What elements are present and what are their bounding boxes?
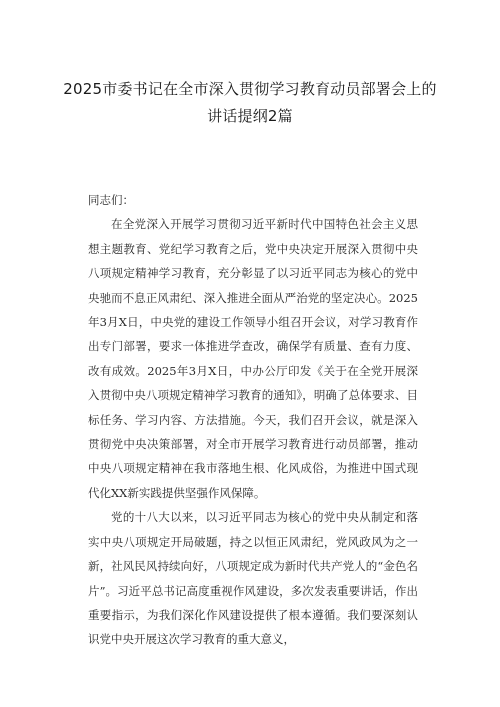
paragraph-2: 党的十八大以来，以习近平同志为核心的党中央从制定和落实中央八项规定开局破题，持之以恒正风肃纪，党风政风为之一新，社风民风持续向好，八项规定成为新时代共产党人的“金色名片”。习近平总书记高度重视作风建设，多次发表重要讲话，作出重要指示，为我们深化作风建设提供了根本遵循。我们要深刻认识党中央开展这次学习教育的重大意义， <box>88 510 418 647</box>
salutation: 同志们： <box>88 193 134 207</box>
document-body <box>88 188 418 652</box>
paragraph-1: 在全党深入开展学习贯彻习近平新时代中国特色社会主义思想主题教育、党纪学习教育之后，党中央决定开展深入贯彻中央八项规定精神学习教育，充分彰显了以习近平同志为核心的党中央驰而不息正风肃纪、深入推进全面从严治党的坚定决心。2025年3月X日，中央党的建设工作领导小组召开会议，对学习教育作出专门部署，要求一体推进学查改，确保学有质量、查有力度、改有成效。2025年3月X日，中办公厅印发《关于在全党开展深入贯彻中央八项规定精神学习教育的通知》，明确了总体要求、目标任务、学习内容、方法措施。今天，我们召开会议，就是深入贯彻党中央决策部署，对全市开展学习教育进行动员部署，推动中央八项规定精神在我市落地生根、化风成俗，为推进中国式现代化XX新实践提供坚强作风保障。 <box>88 217 418 500</box>
document-title: 2025市委书记在全市深入贯彻学习教育动员部署会上的讲话提纲2篇 <box>63 80 437 125</box>
